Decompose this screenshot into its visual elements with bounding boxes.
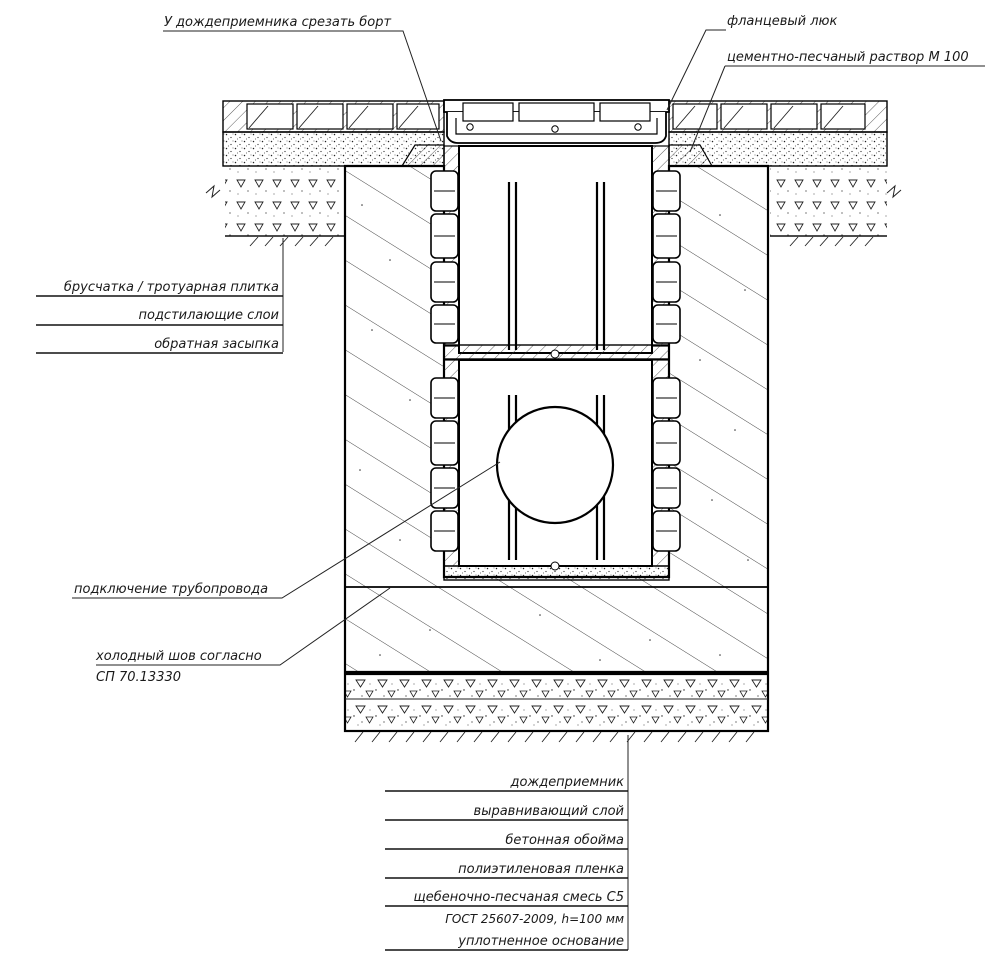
label-rain-inlet: дождеприемник	[510, 775, 624, 790]
pipe-connection	[497, 407, 613, 523]
label-leveling-layer: выравнивающий слой	[473, 804, 624, 819]
label-gravel-sand-mix: щебеночно-песчаная смесь С5	[413, 890, 624, 905]
bottom-label-stack	[385, 775, 628, 950]
gravel-sand-base	[345, 674, 768, 742]
left-label-stack	[36, 280, 283, 353]
callout-cold-joint-line1: холодный шов согласно	[96, 649, 262, 664]
callout-mortar: цементно-песчаный раствор М 100	[727, 50, 969, 65]
callout-flange-hatch: фланцевый люк	[727, 14, 838, 29]
label-backfill: обратная засыпка	[154, 337, 279, 352]
callout-pipe-connection: подключение трубопровода	[74, 582, 269, 597]
label-concrete-encasement: бетонная обойма	[505, 833, 624, 848]
label-compacted-base: уплотненное основание	[458, 934, 624, 949]
label-polyethylene-film: полиэтиленовая пленка	[458, 862, 624, 877]
label-gost: ГОСТ 25607-2009, h=100 мм	[445, 912, 624, 926]
callout-cold-joint-line2: СП 70.13330	[96, 670, 182, 685]
label-underlayers: подстилающие слои	[138, 308, 279, 323]
callout-cut-curb: У дождеприемника срезать борт	[164, 15, 392, 30]
label-paving: брусчатка / тротуарная плитка	[63, 280, 279, 295]
